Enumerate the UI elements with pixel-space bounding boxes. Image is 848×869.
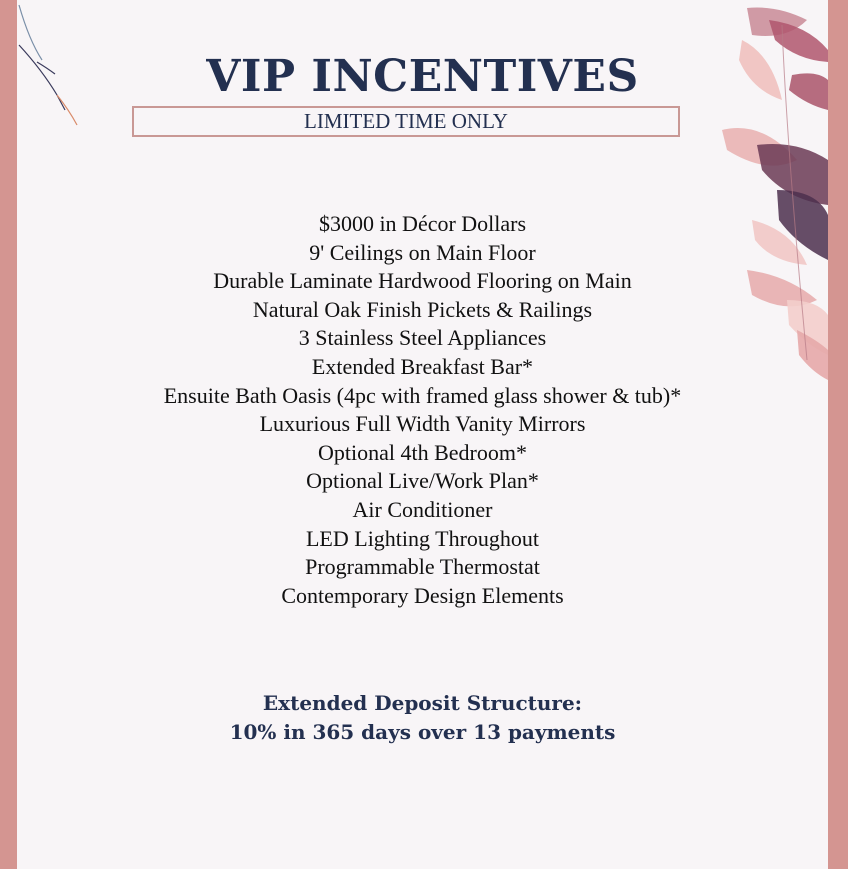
feature-item: Optional Live/Work Plan* bbox=[306, 468, 539, 494]
feature-item: Programmable Thermostat bbox=[305, 554, 540, 580]
feature-list bbox=[17, 210, 828, 610]
feature-item: LED Lighting Throughout bbox=[305, 525, 540, 551]
deposit-heading: Extended Deposit Structure: bbox=[262, 691, 583, 715]
feature-item: Luxurious Full Width Vanity Mirrors bbox=[259, 411, 586, 437]
feature-item: 9' Ceilings on Main Floor bbox=[309, 239, 536, 265]
feature-item: Durable Laminate Hardwood Flooring on Main bbox=[213, 268, 632, 294]
deposit-terms: 10% in 365 days over 13 payments bbox=[229, 720, 616, 744]
feature-item: 3 Stainless Steel Appliances bbox=[298, 325, 547, 351]
feature-item: Air Conditioner bbox=[352, 496, 493, 522]
feature-item: $3000 in Décor Dollars bbox=[318, 211, 527, 236]
feature-item: Optional 4th Bedroom* bbox=[318, 439, 527, 465]
feature-item: Extended Breakfast Bar* bbox=[311, 353, 534, 379]
page-title: VIP INCENTIVES bbox=[206, 51, 639, 102]
deposit-structure bbox=[17, 689, 828, 747]
feature-item: Contemporary Design Elements bbox=[281, 582, 564, 608]
feature-item: Ensuite Bath Oasis (4pc with framed glass shower & tub)* bbox=[163, 382, 682, 408]
flyer-page bbox=[17, 0, 828, 869]
feature-item: Natural Oak Finish Pickets & Railings bbox=[252, 296, 593, 322]
limited-time-badge: LIMITED TIME ONLY bbox=[132, 106, 680, 137]
